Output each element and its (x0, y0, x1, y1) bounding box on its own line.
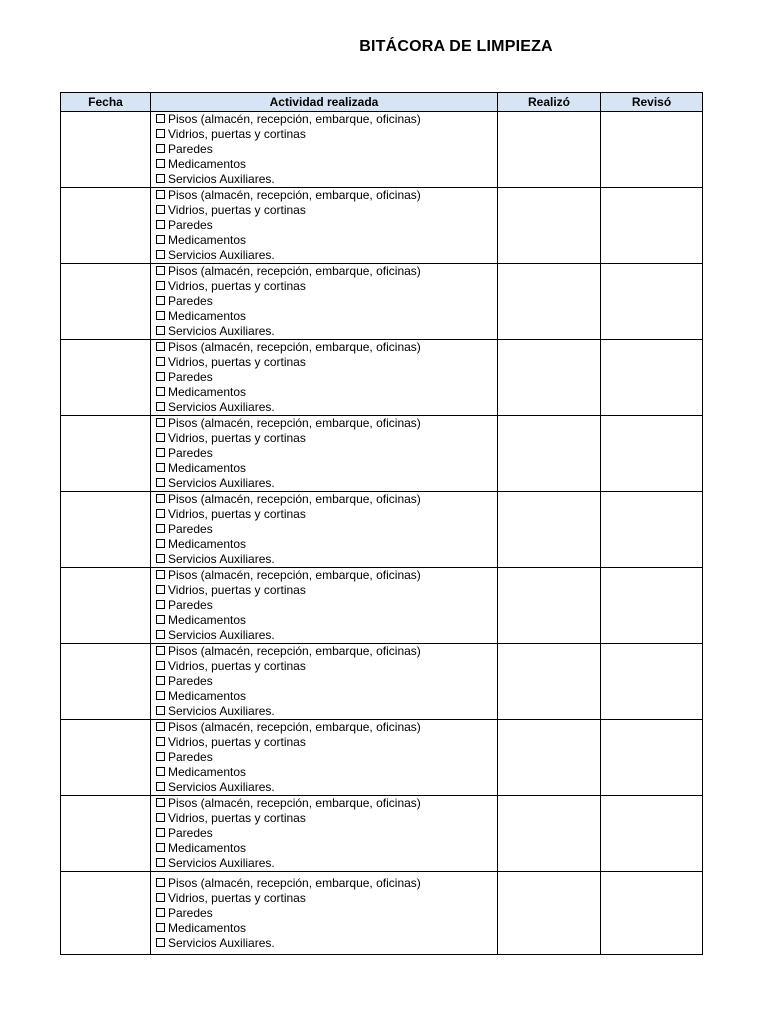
checklist-item (156, 157, 497, 172)
reviso-cell[interactable] (601, 568, 703, 644)
table-row (61, 112, 703, 188)
checklist-item-label: Vidrios, puertas y cortinas (168, 659, 306, 673)
checkbox-icon[interactable] (156, 114, 165, 123)
checkbox-icon[interactable] (156, 706, 165, 715)
checklist-item-label: Medicamentos (168, 921, 247, 935)
checkbox-icon[interactable] (156, 524, 165, 533)
checkbox-icon[interactable] (156, 174, 165, 183)
checkbox-icon[interactable] (156, 691, 165, 700)
checkbox-icon[interactable] (156, 342, 165, 351)
checklist-item (156, 537, 497, 552)
checklist-item-label: Vidrios, puertas y cortinas (168, 279, 306, 293)
checklist-item (156, 568, 497, 583)
reviso-cell[interactable] (601, 112, 703, 188)
checklist-item-label: Pisos (almacén, recepción, embarque, oficinas) (168, 492, 421, 506)
checklist-item-label: Servicios Auxiliares. (168, 248, 275, 262)
checkbox-icon[interactable] (156, 402, 165, 411)
checklist-item (156, 720, 497, 735)
checklist-item (156, 264, 497, 279)
checklist-item-label: Servicios Auxiliares. (168, 704, 275, 718)
checklist-item-label: Servicios Auxiliares. (168, 172, 275, 186)
actividad-cell (151, 568, 498, 644)
checklist-item (156, 446, 497, 461)
activity-checklist (151, 872, 497, 951)
actividad-cell (151, 644, 498, 720)
checklist-item (156, 674, 497, 689)
checkbox-icon[interactable] (156, 646, 165, 655)
checklist-item-label: Paredes (168, 826, 213, 840)
reviso-cell[interactable] (601, 720, 703, 796)
reviso-cell[interactable] (601, 264, 703, 340)
checklist-item-label: Pisos (almacén, recepción, embarque, oficinas) (168, 644, 421, 658)
checklist-item-label: Servicios Auxiliares. (168, 324, 275, 338)
checkbox-icon[interactable] (156, 372, 165, 381)
checklist-item (156, 796, 497, 811)
activity-checklist (151, 340, 497, 415)
checklist-item (156, 370, 497, 385)
checklist-item-label: Pisos (almacén, recepción, embarque, oficinas) (168, 720, 421, 734)
checklist-item-label: Vidrios, puertas y cortinas (168, 891, 306, 905)
activity-checklist (151, 720, 497, 795)
fecha-cell[interactable] (61, 872, 151, 955)
checklist-item-label: Pisos (almacén, recepción, embarque, oficinas) (168, 796, 421, 810)
realizo-cell[interactable] (498, 416, 601, 492)
checklist-item-label: Medicamentos (168, 613, 247, 627)
actividad-cell (151, 416, 498, 492)
actividad-cell (151, 796, 498, 872)
checklist-item-label: Pisos (almacén, recepción, embarque, oficinas) (168, 112, 421, 126)
checkbox-icon[interactable] (156, 539, 165, 548)
checkbox-icon[interactable] (156, 813, 165, 822)
realizo-cell[interactable] (498, 264, 601, 340)
checkbox-icon[interactable] (156, 190, 165, 199)
realizo-cell[interactable] (498, 872, 601, 955)
table-row (61, 644, 703, 720)
realizo-cell[interactable] (498, 644, 601, 720)
checkbox-icon[interactable] (156, 923, 165, 932)
checklist-item (156, 780, 497, 795)
table-row (61, 568, 703, 644)
realizo-cell[interactable] (498, 568, 601, 644)
checklist-item-label: Medicamentos (168, 461, 247, 475)
checklist-item (156, 294, 497, 309)
checklist-item (156, 906, 497, 921)
checkbox-icon[interactable] (156, 250, 165, 259)
checkbox-icon[interactable] (156, 494, 165, 503)
checkbox-icon[interactable] (156, 433, 165, 442)
checklist-item (156, 507, 497, 522)
checkbox-icon[interactable] (156, 311, 165, 320)
table-row (61, 796, 703, 872)
checkbox-icon[interactable] (156, 737, 165, 746)
checklist-item-label: Pisos (almacén, recepción, embarque, oficinas) (168, 876, 421, 890)
checklist-item-label: Medicamentos (168, 841, 247, 855)
checklist-item (156, 750, 497, 765)
checklist-item (156, 385, 497, 400)
checklist-item (156, 416, 497, 431)
checkbox-icon[interactable] (156, 418, 165, 427)
checklist-item (156, 340, 497, 355)
actividad-cell (151, 264, 498, 340)
fecha-cell[interactable] (61, 340, 151, 416)
header-row (61, 93, 703, 112)
checklist-item-label: Pisos (almacén, recepción, embarque, oficinas) (168, 568, 421, 582)
checklist-item-label: Vidrios, puertas y cortinas (168, 431, 306, 445)
checklist-item (156, 218, 497, 233)
checklist-item (156, 613, 497, 628)
checkbox-icon[interactable] (156, 722, 165, 731)
table-row (61, 264, 703, 340)
checklist-item-label: Pisos (almacén, recepción, embarque, oficinas) (168, 416, 421, 430)
checklist-item-label: Paredes (168, 142, 213, 156)
checklist-item (156, 248, 497, 263)
reviso-cell[interactable] (601, 644, 703, 720)
checkbox-icon[interactable] (156, 266, 165, 275)
checklist-item (156, 936, 497, 951)
checkbox-icon[interactable] (156, 509, 165, 518)
checklist-item (156, 309, 497, 324)
checkbox-icon[interactable] (156, 752, 165, 761)
reviso-cell[interactable] (601, 188, 703, 264)
actividad-cell (151, 112, 498, 188)
checkbox-icon[interactable] (156, 159, 165, 168)
table-row (61, 340, 703, 416)
checklist-item (156, 233, 497, 248)
checklist-item (156, 112, 497, 127)
checklist-item-label: Medicamentos (168, 385, 247, 399)
fecha-cell[interactable] (61, 264, 151, 340)
checklist-item (156, 921, 497, 936)
checkbox-icon[interactable] (156, 463, 165, 472)
fecha-cell[interactable] (61, 796, 151, 872)
checkbox-icon[interactable] (156, 878, 165, 887)
reviso-cell[interactable] (601, 872, 703, 955)
checkbox-icon[interactable] (156, 630, 165, 639)
checklist-item (156, 203, 497, 218)
checklist-item-label: Paredes (168, 750, 213, 764)
table-row (61, 720, 703, 796)
checklist-item-label: Pisos (almacén, recepción, embarque, oficinas) (168, 264, 421, 278)
checklist-item-label: Medicamentos (168, 537, 247, 551)
checkbox-icon[interactable] (156, 858, 165, 867)
checkbox-icon[interactable] (156, 129, 165, 138)
checkbox-icon[interactable] (156, 661, 165, 670)
checkbox-icon[interactable] (156, 220, 165, 229)
checklist-item-label: Paredes (168, 218, 213, 232)
checkbox-icon[interactable] (156, 828, 165, 837)
reviso-cell[interactable] (601, 796, 703, 872)
realizo-cell[interactable] (498, 720, 601, 796)
checklist-item (156, 891, 497, 906)
fecha-cell[interactable] (61, 112, 151, 188)
checklist-item (156, 856, 497, 871)
checkbox-icon[interactable] (156, 554, 165, 563)
checkbox-icon[interactable] (156, 782, 165, 791)
fecha-cell[interactable] (61, 720, 151, 796)
activity-checklist (151, 644, 497, 719)
activity-checklist (151, 188, 497, 263)
checklist-item-label: Paredes (168, 906, 213, 920)
checklist-item-label: Pisos (almacén, recepción, embarque, oficinas) (168, 340, 421, 354)
checklist-item (156, 522, 497, 537)
column-header-fecha: Fecha (61, 93, 151, 112)
column-header-reviso: Revisó (601, 93, 703, 112)
checklist-item (156, 476, 497, 491)
checklist-item (156, 765, 497, 780)
reviso-cell[interactable] (601, 492, 703, 568)
checkbox-icon[interactable] (156, 798, 165, 807)
checklist-item-label: Paredes (168, 446, 213, 460)
checklist-item (156, 431, 497, 446)
checklist-item-label: Paredes (168, 370, 213, 384)
checklist-item (156, 461, 497, 476)
checklist-item-label: Vidrios, puertas y cortinas (168, 203, 306, 217)
checklist-item (156, 583, 497, 598)
actividad-cell (151, 720, 498, 796)
checklist-item (156, 355, 497, 370)
realizo-cell[interactable] (498, 188, 601, 264)
checkbox-icon[interactable] (156, 676, 165, 685)
checklist-item-label: Servicios Auxiliares. (168, 628, 275, 642)
checklist-item-label: Servicios Auxiliares. (168, 780, 275, 794)
checklist-item-label: Servicios Auxiliares. (168, 552, 275, 566)
activity-checklist (151, 112, 497, 187)
checkbox-icon[interactable] (156, 767, 165, 776)
checkbox-icon[interactable] (156, 893, 165, 902)
checklist-item-label: Servicios Auxiliares. (168, 856, 275, 870)
checklist-item (156, 279, 497, 294)
checklist-item (156, 127, 497, 142)
reviso-cell[interactable] (601, 416, 703, 492)
realizo-cell[interactable] (498, 340, 601, 416)
checklist-item (156, 324, 497, 339)
table-row (61, 492, 703, 568)
checkbox-icon[interactable] (156, 585, 165, 594)
checklist-item-label: Vidrios, puertas y cortinas (168, 507, 306, 521)
checklist-item (156, 811, 497, 826)
checklist-item-label: Pisos (almacén, recepción, embarque, oficinas) (168, 188, 421, 202)
checklist-item (156, 841, 497, 856)
table-row (61, 872, 703, 955)
reviso-cell[interactable] (601, 340, 703, 416)
checkbox-icon[interactable] (156, 235, 165, 244)
checklist-item (156, 492, 497, 507)
checklist-item-label: Paredes (168, 674, 213, 688)
page-title: BITÁCORA DE LIMPIEZA (359, 38, 553, 55)
fecha-cell[interactable] (61, 416, 151, 492)
checklist-item-label: Paredes (168, 294, 213, 308)
fecha-cell[interactable] (61, 568, 151, 644)
checkbox-icon[interactable] (156, 448, 165, 457)
checklist-item-label: Servicios Auxiliares. (168, 936, 275, 950)
checkbox-icon[interactable] (156, 938, 165, 947)
checklist-item-label: Paredes (168, 598, 213, 612)
checklist-item (156, 644, 497, 659)
table-row (61, 416, 703, 492)
activity-checklist (151, 568, 497, 643)
activity-checklist (151, 264, 497, 339)
checkbox-icon[interactable] (156, 615, 165, 624)
checkbox-icon[interactable] (156, 281, 165, 290)
checklist-item (156, 659, 497, 674)
table-row (61, 188, 703, 264)
activity-checklist (151, 796, 497, 871)
actividad-cell (151, 492, 498, 568)
checklist-item-label: Paredes (168, 522, 213, 536)
actividad-cell (151, 872, 498, 955)
checklist-item (156, 142, 497, 157)
checklist-item-label: Vidrios, puertas y cortinas (168, 811, 306, 825)
table-body (61, 112, 703, 955)
fecha-cell[interactable] (61, 188, 151, 264)
checklist-item-label: Servicios Auxiliares. (168, 400, 275, 414)
realizo-cell[interactable] (498, 112, 601, 188)
checkbox-icon[interactable] (156, 570, 165, 579)
checklist-item (156, 188, 497, 203)
checklist-item (156, 876, 497, 891)
column-header-actividad: Actividad realizada (151, 93, 498, 112)
actividad-cell (151, 188, 498, 264)
cleaning-log-table (60, 92, 703, 955)
checkbox-icon[interactable] (156, 326, 165, 335)
checkbox-icon[interactable] (156, 205, 165, 214)
checklist-item (156, 735, 497, 750)
fecha-cell[interactable] (61, 644, 151, 720)
checklist-item-label: Medicamentos (168, 309, 247, 323)
checkbox-icon[interactable] (156, 478, 165, 487)
checklist-item-label: Medicamentos (168, 233, 247, 247)
checklist-item-label: Medicamentos (168, 157, 247, 171)
checklist-item-label: Servicios Auxiliares. (168, 476, 275, 490)
checkbox-icon[interactable] (156, 144, 165, 153)
checklist-item (156, 689, 497, 704)
checkbox-icon[interactable] (156, 387, 165, 396)
checklist-item-label: Medicamentos (168, 765, 247, 779)
actividad-cell (151, 340, 498, 416)
checklist-item-label: Vidrios, puertas y cortinas (168, 735, 306, 749)
checklist-item (156, 704, 497, 719)
checklist-item-label: Vidrios, puertas y cortinas (168, 355, 306, 369)
checkbox-icon[interactable] (156, 908, 165, 917)
activity-checklist (151, 416, 497, 491)
checkbox-icon[interactable] (156, 296, 165, 305)
checkbox-icon[interactable] (156, 843, 165, 852)
checklist-item (156, 552, 497, 567)
checklist-item-label: Vidrios, puertas y cortinas (168, 127, 306, 141)
checklist-item-label: Medicamentos (168, 689, 247, 703)
checklist-item (156, 172, 497, 187)
checkbox-icon[interactable] (156, 357, 165, 366)
fecha-cell[interactable] (61, 492, 151, 568)
column-header-realizo: Realizó (498, 93, 601, 112)
checklist-item (156, 628, 497, 643)
realizo-cell[interactable] (498, 492, 601, 568)
realizo-cell[interactable] (498, 796, 601, 872)
checklist-item-label: Vidrios, puertas y cortinas (168, 583, 306, 597)
checklist-item (156, 400, 497, 415)
checkbox-icon[interactable] (156, 600, 165, 609)
activity-checklist (151, 492, 497, 567)
checklist-item (156, 598, 497, 613)
checklist-item (156, 826, 497, 841)
